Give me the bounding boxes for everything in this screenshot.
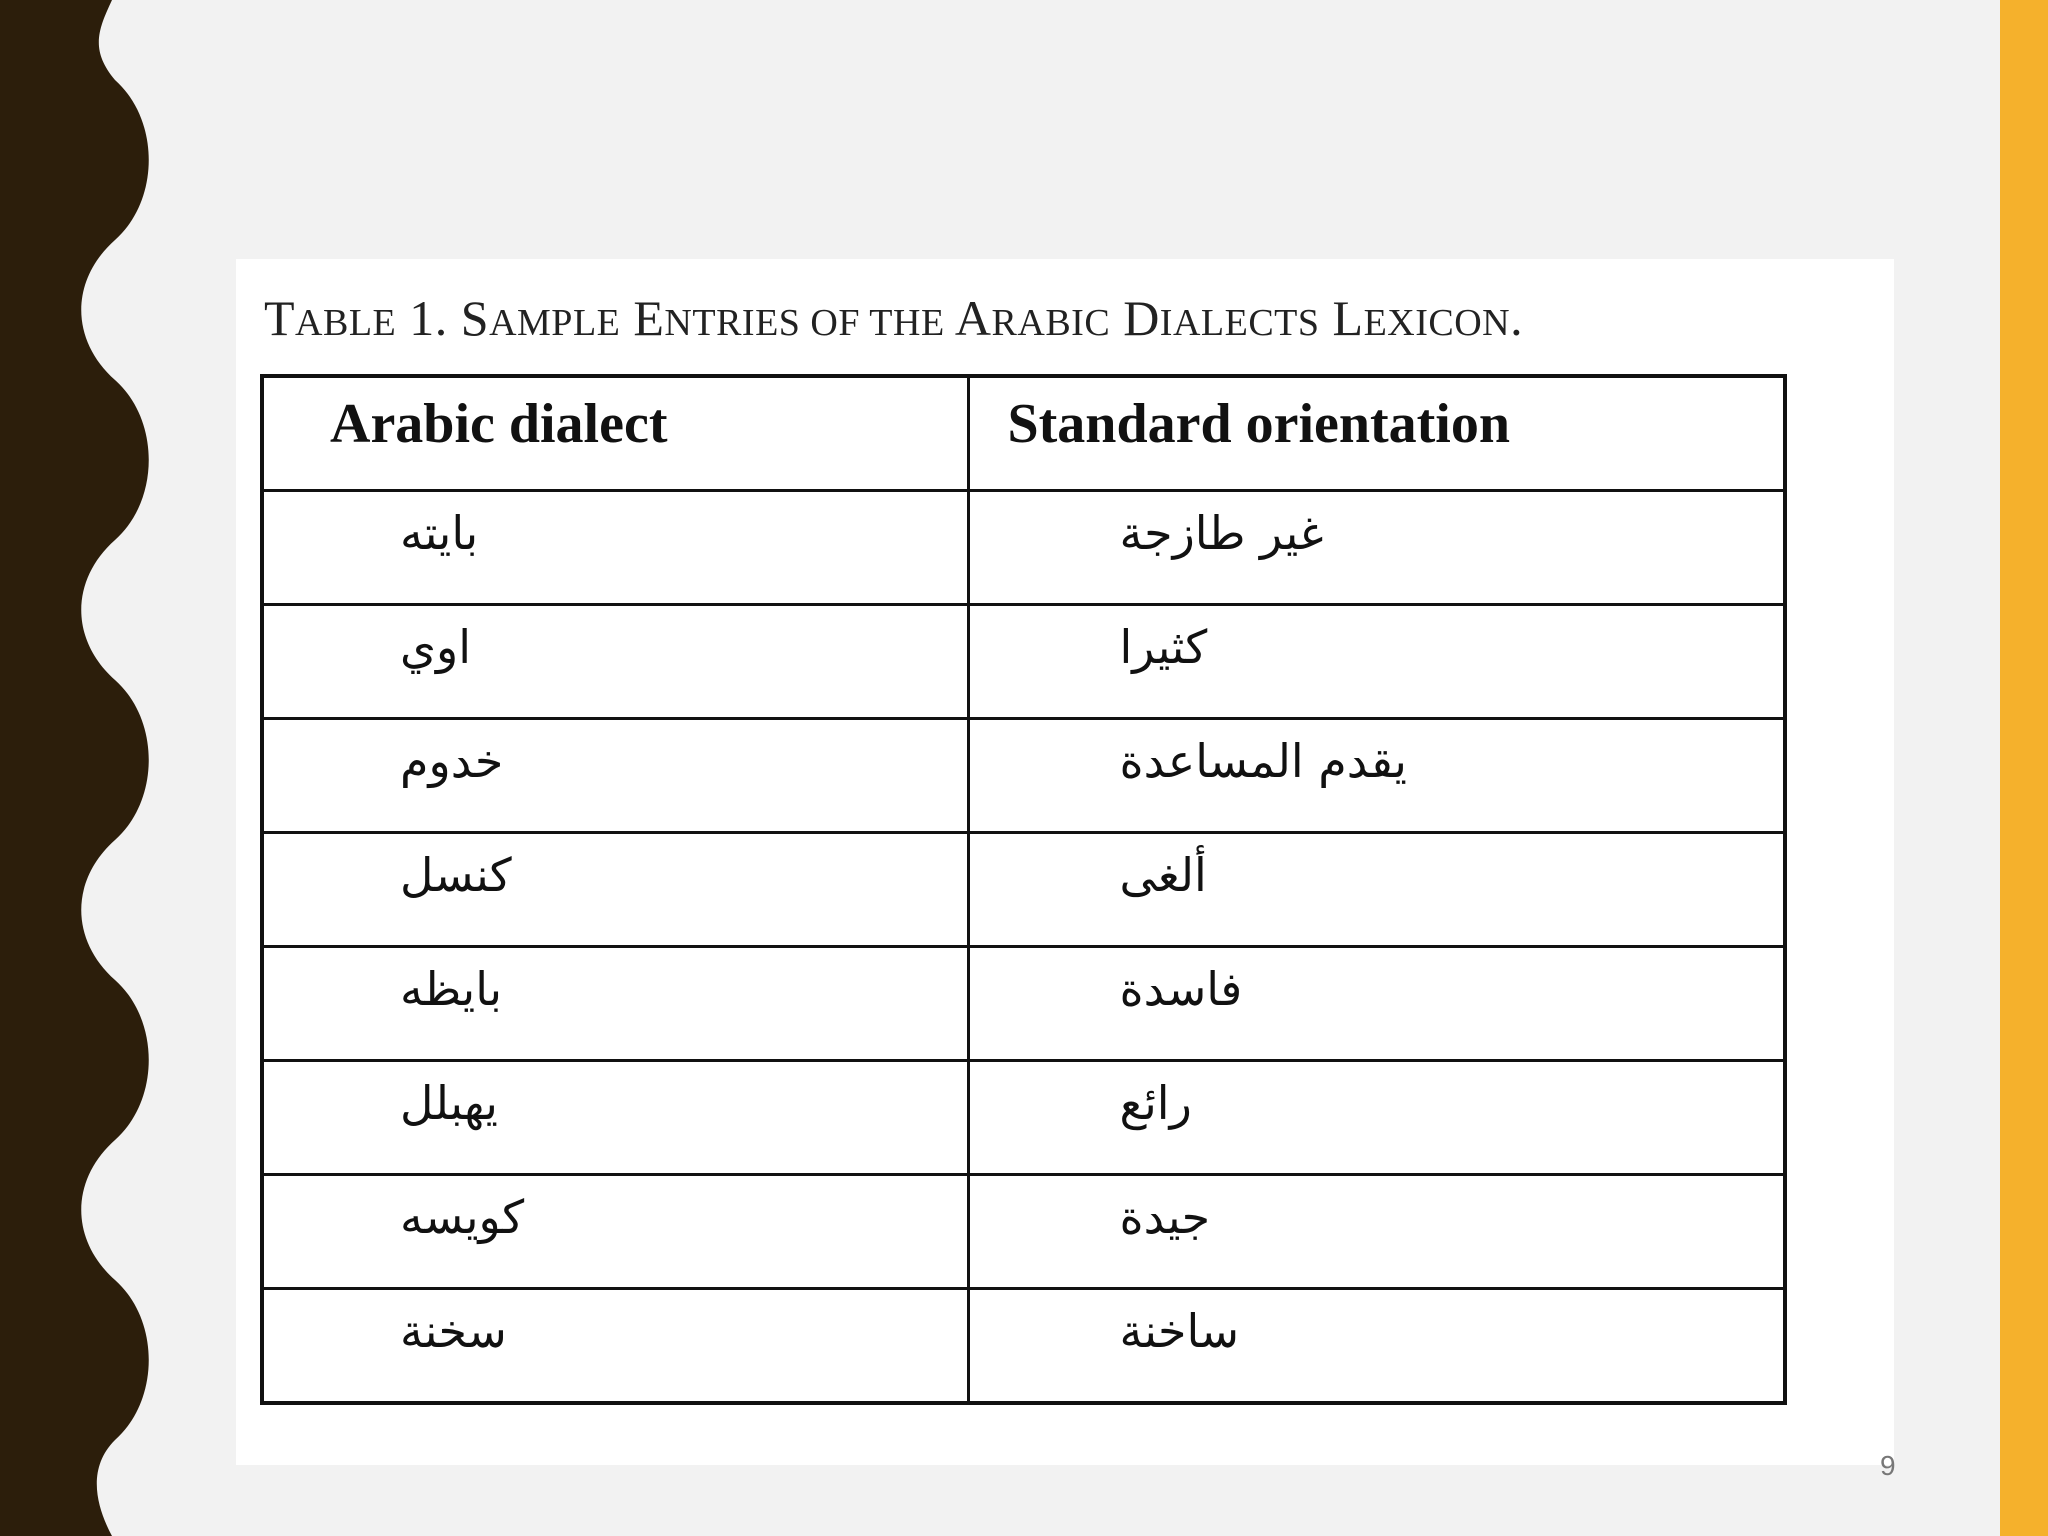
wavy-left-border: [0, 0, 160, 1536]
table-row: [262, 1289, 1785, 1403]
slide-number: 9: [1880, 1450, 1896, 1481]
standard-cell: فاسدة: [968, 947, 1785, 1061]
table-row: [262, 604, 1785, 718]
table-header-row: [262, 376, 1785, 490]
table-row: [262, 1061, 1785, 1175]
table-row: [262, 718, 1785, 832]
dialect-cell: اوي: [262, 604, 968, 718]
standard-cell: جيدة: [968, 1175, 1785, 1289]
table-caption: TABLE 1. SAMPLE ENTRIES OF THE ARABIC DIALECTS LEXICON.: [264, 290, 1524, 346]
right-accent-stripe: [2000, 0, 2048, 1536]
dialect-cell: يهبلل: [262, 1061, 968, 1175]
standard-cell: ألغى: [968, 832, 1785, 946]
dialect-cell: كنسل: [262, 832, 968, 946]
standard-cell: رائع: [968, 1061, 1785, 1175]
table-row: [262, 1175, 1785, 1289]
standard-cell: كثيرا: [968, 604, 1785, 718]
dialect-cell: خدوم: [262, 718, 968, 832]
dialect-cell: بايته: [262, 490, 968, 604]
dialect-cell: سخنة: [262, 1289, 968, 1403]
table-row: [262, 490, 1785, 604]
standard-cell: يقدم المساعدة: [968, 718, 1785, 832]
table-row: [262, 947, 1785, 1061]
header-arabic-dialect: Arabic dialect: [262, 376, 968, 490]
header-standard-orientation: Standard orientation: [968, 376, 1785, 490]
standard-cell: غير طازجة: [968, 490, 1785, 604]
table-figure: [236, 259, 1894, 1465]
standard-cell: ساخنة: [968, 1289, 1785, 1403]
table-row: [262, 832, 1785, 946]
lexicon-table: [260, 374, 1787, 1405]
dialect-cell: بايظه: [262, 947, 968, 1061]
dialect-cell: كويسه: [262, 1175, 968, 1289]
